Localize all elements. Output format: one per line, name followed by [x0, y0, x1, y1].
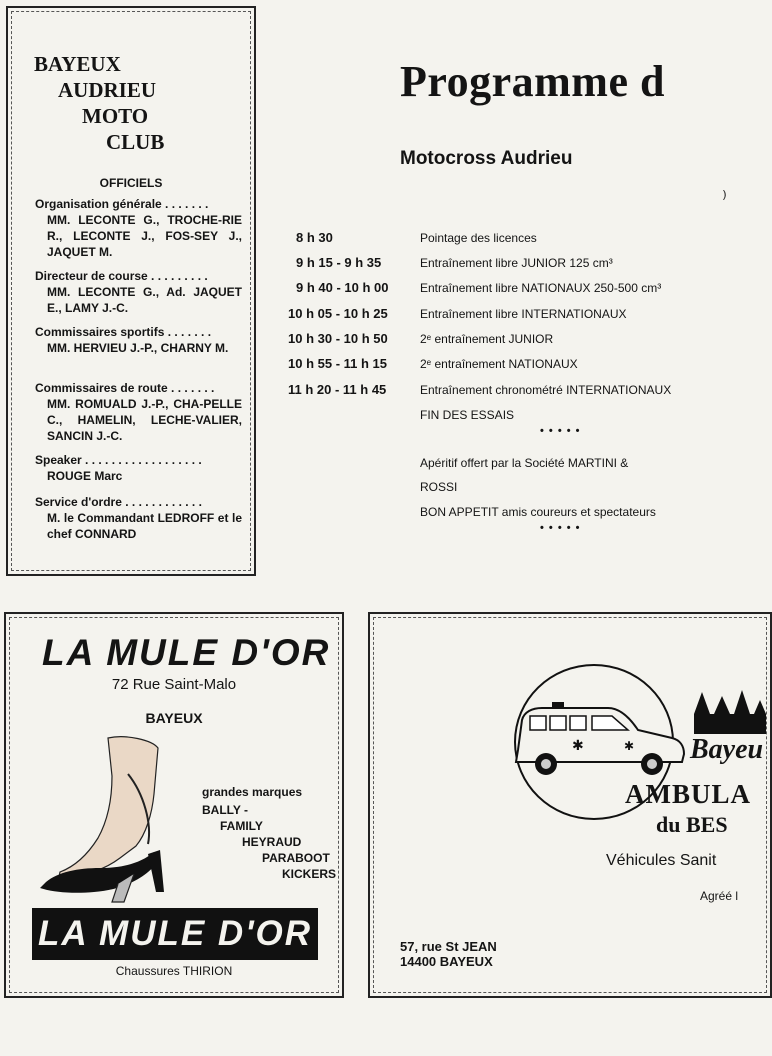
club-name-line2: AUDRIEU	[58, 78, 157, 102]
ambulance-icon	[512, 698, 688, 780]
programme-title: Programme d	[400, 57, 665, 106]
ambulance-vehicles: Véhicules Sanit	[606, 852, 717, 869]
schedule-time: 10 h 05 - 10 h 25	[288, 306, 388, 321]
address-city: 14400 BAYEUX	[400, 954, 493, 969]
schedule-time: 9 h 40 - 10 h 00	[296, 280, 389, 295]
svg-text:✱: ✱	[624, 739, 635, 753]
official-names: M. le Commandant LEDROFF et le chef CONNARD	[47, 511, 242, 541]
official-entry	[35, 196, 242, 260]
official-role: Speaker . . . . . . . . . . . . . . . . . .	[35, 453, 202, 467]
bayeux-logo-text: Bayeu	[690, 734, 764, 765]
official-entry	[35, 452, 242, 484]
ambulance-address	[400, 939, 497, 969]
official-role: Directeur de course . . . . . . . . .	[35, 269, 208, 283]
official-names: MM. ROMUALD J.-P., CHA-PELLE C., HAMELIN, LECHE-VALIER, SANCIN J.-C.	[47, 397, 242, 443]
mule-address: 72 Rue Saint-Malo	[111, 676, 237, 693]
separator-dots: • • • • •	[540, 425, 581, 437]
official-entry	[35, 324, 242, 356]
schedule-time: 8 h 30	[296, 230, 333, 245]
schedule-event: 2ᵉ entraînement JUNIOR	[420, 332, 554, 346]
official-names: MM. HERVIEU J.-P., CHARNY M.	[47, 341, 229, 355]
mule-banner: LA MULE D'OR	[32, 908, 318, 960]
schedule-time: 11 h 20 - 11 h 45	[288, 382, 387, 397]
bon-appetit: BON APPETIT amis coureurs et spectateurs	[420, 505, 656, 519]
end-of-trials: FIN DES ESSAIS	[420, 408, 515, 422]
schedule-event: Pointage des licences	[420, 231, 537, 245]
schedule-event: Entraînement libre INTERNATIONAUX	[420, 307, 627, 321]
cathedral-icon	[690, 690, 770, 734]
mule-footer: Chaussures THIRION	[115, 964, 233, 978]
schedule-event: Entraînement libre JUNIOR 125 cm³	[420, 256, 613, 270]
programme-subtitle: Motocross Audrieu	[400, 148, 573, 169]
brands-heading: grandes marques	[202, 785, 303, 799]
ambulance-ad	[368, 612, 772, 998]
official-role: Service d'ordre . . . . . . . . . . . .	[35, 495, 202, 509]
svg-text:✱: ✱	[572, 738, 584, 754]
official-names: ROUGE Marc	[47, 469, 123, 483]
official-names: MM. LECONTE G., Ad. JAQUET E., LAMY J.-C.	[47, 285, 242, 315]
binder-clip-icon: ⁾	[722, 188, 727, 210]
brand-name: PARABOOT	[262, 851, 330, 865]
schedule-time: 10 h 30 - 10 h 50	[288, 331, 388, 346]
official-entry	[35, 494, 242, 542]
official-role: Commissaires de route . . . . . . .	[35, 381, 215, 395]
shoe-illustration-icon	[28, 734, 168, 904]
mule-brand-title: LA MULE D'OR	[42, 632, 331, 673]
schedule-event: Entraînement chronométré INTERNATIONAUX	[420, 383, 672, 397]
officials-heading: OFFICIELS	[99, 176, 163, 190]
club-name-line3: MOTO	[82, 104, 149, 128]
official-entry	[35, 268, 242, 316]
mule-city: BAYEUX	[145, 710, 203, 726]
official-names: MM. LECONTE G., TROCHE-RIE R., LECONTE J., FOS-SEY J., JAQUET M.	[47, 213, 242, 259]
brand-name: HEYRAUD	[242, 835, 302, 849]
officials-box	[6, 6, 256, 576]
aperitif-line2: ROSSI	[420, 480, 458, 494]
schedule-event: 2ᵉ entraînement NATIONAUX	[420, 357, 578, 371]
brand-name: FAMILY	[220, 819, 263, 833]
mule-dor-ad	[4, 612, 344, 998]
brand-name: BALLY -	[202, 803, 249, 817]
official-entry	[35, 380, 242, 444]
address-street: 57, rue St JEAN	[400, 939, 497, 954]
official-role: Commissaires sportifs . . . . . . .	[35, 325, 212, 339]
ambulance-subtitle: du BES	[656, 812, 728, 837]
schedule-event: Entraînement libre NATIONAUX 250-500 cm³	[420, 281, 662, 295]
club-name-line4: CLUB	[106, 130, 165, 154]
schedule-time: 9 h 15 - 9 h 35	[296, 255, 382, 270]
ambulance-title: AMBULA	[625, 779, 751, 809]
schedule-time: 10 h 55 - 11 h 15	[288, 356, 388, 371]
official-role: Organisation générale . . . . . . .	[35, 197, 209, 211]
aperitif-line1: Apéritif offert par la Société MARTINI &	[420, 456, 629, 470]
ambulance-agreement: Agréé l	[700, 889, 739, 903]
club-name-line1: BAYEUX	[34, 52, 121, 76]
brand-name: KICKERS	[282, 867, 337, 881]
separator-dots: • • • • •	[540, 522, 581, 534]
